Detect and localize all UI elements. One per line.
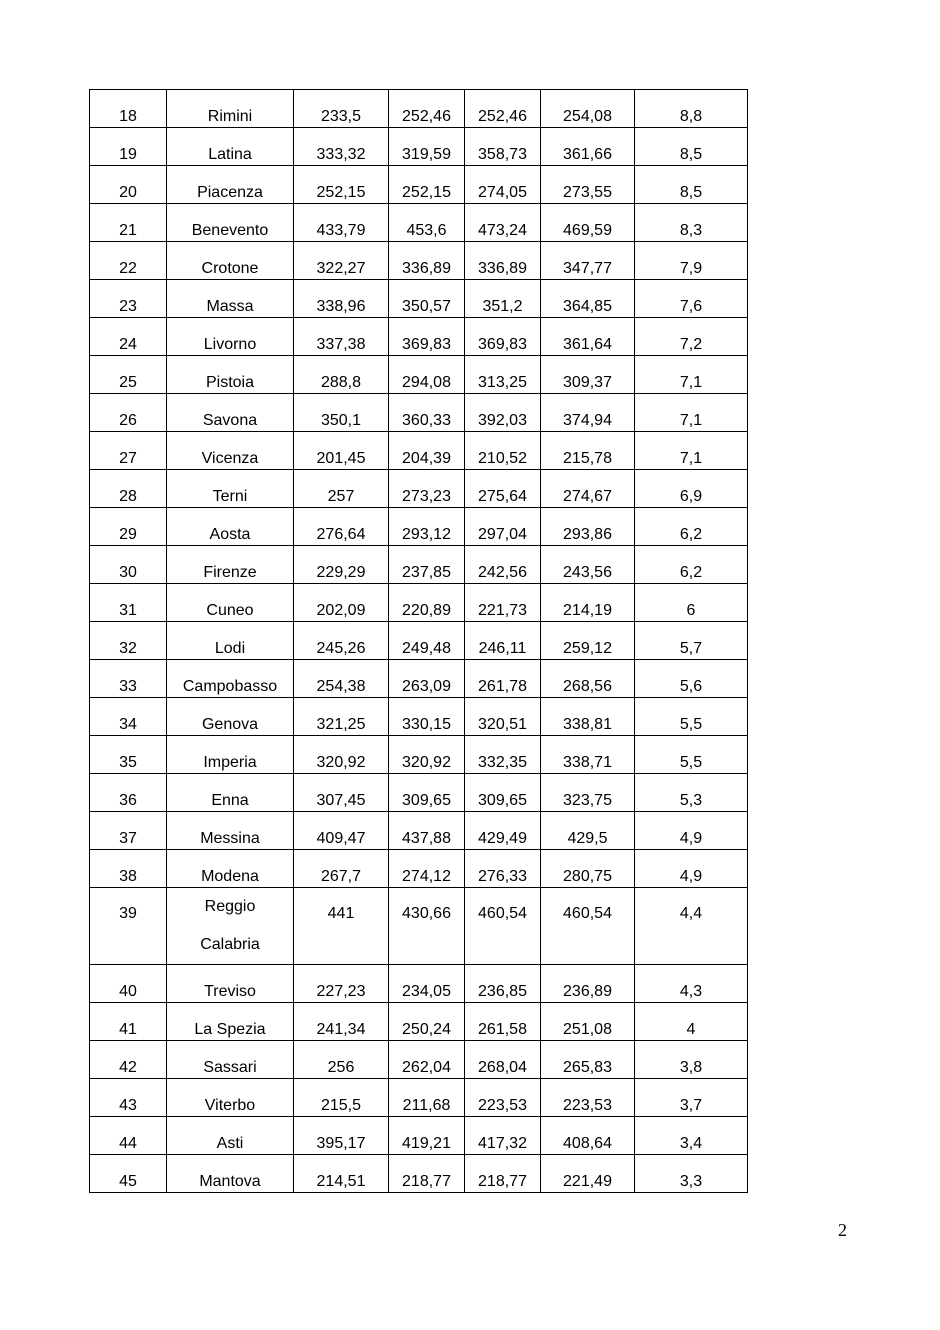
cell-value-2: 437,88 <box>389 812 465 850</box>
cell-value-4: 223,53 <box>541 1079 635 1117</box>
cell-value-1: 322,27 <box>294 242 389 280</box>
cell-rank: 35 <box>90 736 167 774</box>
cell-value-3: 221,73 <box>465 584 541 622</box>
cell-value-1: 441 <box>294 888 389 965</box>
cell-value-2: 249,48 <box>389 622 465 660</box>
cell-rank: 30 <box>90 546 167 584</box>
cell-value-3: 417,32 <box>465 1117 541 1155</box>
cell-change: 3,3 <box>635 1155 748 1193</box>
cell-change: 4,9 <box>635 812 748 850</box>
cell-rank: 25 <box>90 356 167 394</box>
cell-city: Treviso <box>167 965 294 1003</box>
cell-value-2: 262,04 <box>389 1041 465 1079</box>
cell-value-3: 473,24 <box>465 204 541 242</box>
cell-city: Firenze <box>167 546 294 584</box>
table-row <box>90 812 748 850</box>
cell-value-4: 429,5 <box>541 812 635 850</box>
cell-value-4: 214,19 <box>541 584 635 622</box>
cell-rank: 37 <box>90 812 167 850</box>
cell-value-4: 323,75 <box>541 774 635 812</box>
cell-value-1: 252,15 <box>294 166 389 204</box>
cell-rank: 29 <box>90 508 167 546</box>
cell-value-2: 211,68 <box>389 1079 465 1117</box>
cell-value-3: 261,78 <box>465 660 541 698</box>
table-row <box>90 166 748 204</box>
cell-change: 7,6 <box>635 280 748 318</box>
cell-city: Enna <box>167 774 294 812</box>
cell-value-2: 453,6 <box>389 204 465 242</box>
cell-city: Sassari <box>167 1041 294 1079</box>
cell-rank: 38 <box>90 850 167 888</box>
table-row <box>90 1117 748 1155</box>
table-row <box>90 698 748 736</box>
page-number: 2 <box>838 1220 847 1240</box>
cell-value-4: 280,75 <box>541 850 635 888</box>
cell-value-1: 233,5 <box>294 90 389 128</box>
cell-city: La Spezia <box>167 1003 294 1041</box>
cell-value-4: 469,59 <box>541 204 635 242</box>
cell-value-3: 336,89 <box>465 242 541 280</box>
table-row <box>90 1155 748 1193</box>
table-row <box>90 622 748 660</box>
cell-value-4: 338,81 <box>541 698 635 736</box>
cell-value-3: 236,85 <box>465 965 541 1003</box>
cell-value-2: 419,21 <box>389 1117 465 1155</box>
cell-rank: 26 <box>90 394 167 432</box>
cell-value-1: 202,09 <box>294 584 389 622</box>
cell-city: Messina <box>167 812 294 850</box>
cell-change: 6 <box>635 584 748 622</box>
cell-city: Livorno <box>167 318 294 356</box>
cell-city: Latina <box>167 128 294 166</box>
cell-change: 5,5 <box>635 698 748 736</box>
cell-city: Genova <box>167 698 294 736</box>
cell-value-3: 369,83 <box>465 318 541 356</box>
cell-value-4: 236,89 <box>541 965 635 1003</box>
cell-value-2: 293,12 <box>389 508 465 546</box>
cell-value-1: 338,96 <box>294 280 389 318</box>
cell-city: Cuneo <box>167 584 294 622</box>
cell-value-1: 254,38 <box>294 660 389 698</box>
cell-value-2: 430,66 <box>389 888 465 965</box>
cell-city: Piacenza <box>167 166 294 204</box>
cell-rank: 18 <box>90 90 167 128</box>
cell-city: Modena <box>167 850 294 888</box>
cell-rank: 45 <box>90 1155 167 1193</box>
cell-change: 8,3 <box>635 204 748 242</box>
cell-value-4: 460,54 <box>541 888 635 965</box>
cell-change: 7,9 <box>635 242 748 280</box>
cell-value-3: 313,25 <box>465 356 541 394</box>
cell-value-1: 350,1 <box>294 394 389 432</box>
cell-value-1: 409,47 <box>294 812 389 850</box>
cell-value-2: 237,85 <box>389 546 465 584</box>
cell-rank: 39 <box>90 888 167 965</box>
cell-value-3: 268,04 <box>465 1041 541 1079</box>
cell-change: 5,5 <box>635 736 748 774</box>
cell-value-1: 245,26 <box>294 622 389 660</box>
cell-city: Aosta <box>167 508 294 546</box>
cell-change: 6,2 <box>635 508 748 546</box>
cell-rank: 20 <box>90 166 167 204</box>
cell-value-4: 274,67 <box>541 470 635 508</box>
table-row <box>90 584 748 622</box>
cell-value-2: 204,39 <box>389 432 465 470</box>
cell-value-4: 215,78 <box>541 432 635 470</box>
table-row <box>90 888 748 965</box>
cell-rank: 34 <box>90 698 167 736</box>
cell-city: Viterbo <box>167 1079 294 1117</box>
table-row <box>90 280 748 318</box>
cell-rank: 24 <box>90 318 167 356</box>
cell-value-4: 338,71 <box>541 736 635 774</box>
cell-value-2: 252,15 <box>389 166 465 204</box>
cell-value-4: 254,08 <box>541 90 635 128</box>
table-row <box>90 1041 748 1079</box>
cell-change: 7,2 <box>635 318 748 356</box>
cell-value-3: 218,77 <box>465 1155 541 1193</box>
cell-value-3: 223,53 <box>465 1079 541 1117</box>
cell-value-2: 309,65 <box>389 774 465 812</box>
table-row <box>90 546 748 584</box>
cell-rank: 42 <box>90 1041 167 1079</box>
cell-value-1: 229,29 <box>294 546 389 584</box>
table-row <box>90 318 748 356</box>
cell-value-2: 273,23 <box>389 470 465 508</box>
cell-city: Rimini <box>167 90 294 128</box>
table-row <box>90 432 748 470</box>
cell-value-2: 220,89 <box>389 584 465 622</box>
cell-city: Crotone <box>167 242 294 280</box>
cell-value-3: 261,58 <box>465 1003 541 1041</box>
cell-value-1: 276,64 <box>294 508 389 546</box>
table-row <box>90 965 748 1003</box>
cell-value-1: 201,45 <box>294 432 389 470</box>
cell-change: 8,5 <box>635 128 748 166</box>
table-row <box>90 508 748 546</box>
cell-value-2: 218,77 <box>389 1155 465 1193</box>
cell-value-3: 210,52 <box>465 432 541 470</box>
cell-change: 4,3 <box>635 965 748 1003</box>
cell-value-1: 333,32 <box>294 128 389 166</box>
cell-value-3: 252,46 <box>465 90 541 128</box>
cell-rank: 41 <box>90 1003 167 1041</box>
cell-city: Mantova <box>167 1155 294 1193</box>
cell-city: Reggio Calabria <box>167 888 294 965</box>
cell-value-3: 460,54 <box>465 888 541 965</box>
cell-value-2: 274,12 <box>389 850 465 888</box>
cell-value-2: 360,33 <box>389 394 465 432</box>
cell-rank: 36 <box>90 774 167 812</box>
cell-rank: 22 <box>90 242 167 280</box>
cell-change: 3,7 <box>635 1079 748 1117</box>
cell-value-4: 361,64 <box>541 318 635 356</box>
cell-change: 5,7 <box>635 622 748 660</box>
cell-change: 7,1 <box>635 432 748 470</box>
table-row <box>90 128 748 166</box>
cell-city: Massa <box>167 280 294 318</box>
cell-change: 6,2 <box>635 546 748 584</box>
cell-value-4: 268,56 <box>541 660 635 698</box>
table-row <box>90 774 748 812</box>
table-row <box>90 356 748 394</box>
cell-value-3: 351,2 <box>465 280 541 318</box>
cell-value-3: 332,35 <box>465 736 541 774</box>
cell-value-4: 309,37 <box>541 356 635 394</box>
cell-value-2: 336,89 <box>389 242 465 280</box>
cell-city: Pistoia <box>167 356 294 394</box>
cell-value-2: 294,08 <box>389 356 465 394</box>
cell-value-1: 214,51 <box>294 1155 389 1193</box>
cell-city: Terni <box>167 470 294 508</box>
data-table <box>89 89 748 1193</box>
cell-rank: 43 <box>90 1079 167 1117</box>
cell-value-2: 330,15 <box>389 698 465 736</box>
cell-rank: 40 <box>90 965 167 1003</box>
cell-value-1: 267,7 <box>294 850 389 888</box>
cell-rank: 19 <box>90 128 167 166</box>
table-row <box>90 394 748 432</box>
cell-value-3: 276,33 <box>465 850 541 888</box>
cell-change: 3,8 <box>635 1041 748 1079</box>
cell-value-2: 250,24 <box>389 1003 465 1041</box>
table-row <box>90 242 748 280</box>
cell-change: 7,1 <box>635 394 748 432</box>
cell-value-4: 364,85 <box>541 280 635 318</box>
cell-value-1: 257 <box>294 470 389 508</box>
cell-rank: 33 <box>90 660 167 698</box>
table-row <box>90 660 748 698</box>
cell-value-1: 337,38 <box>294 318 389 356</box>
cell-value-3: 242,56 <box>465 546 541 584</box>
table-row <box>90 470 748 508</box>
cell-city: Imperia <box>167 736 294 774</box>
cell-value-3: 309,65 <box>465 774 541 812</box>
cell-value-4: 221,49 <box>541 1155 635 1193</box>
cell-value-1: 320,92 <box>294 736 389 774</box>
cell-value-1: 256 <box>294 1041 389 1079</box>
cell-value-4: 243,56 <box>541 546 635 584</box>
cell-value-3: 297,04 <box>465 508 541 546</box>
cell-change: 5,6 <box>635 660 748 698</box>
cell-value-4: 374,94 <box>541 394 635 432</box>
cell-value-3: 429,49 <box>465 812 541 850</box>
table-row <box>90 1003 748 1041</box>
cell-value-1: 395,17 <box>294 1117 389 1155</box>
cell-change: 7,1 <box>635 356 748 394</box>
cell-city: Campobasso <box>167 660 294 698</box>
table-row <box>90 90 748 128</box>
cell-change: 6,9 <box>635 470 748 508</box>
cell-rank: 28 <box>90 470 167 508</box>
table-row <box>90 204 748 242</box>
cell-value-1: 288,8 <box>294 356 389 394</box>
cell-value-1: 241,34 <box>294 1003 389 1041</box>
cell-value-2: 369,83 <box>389 318 465 356</box>
cell-value-2: 350,57 <box>389 280 465 318</box>
cell-value-2: 252,46 <box>389 90 465 128</box>
cell-change: 8,8 <box>635 90 748 128</box>
cell-value-4: 259,12 <box>541 622 635 660</box>
cell-change: 3,4 <box>635 1117 748 1155</box>
cell-value-4: 293,86 <box>541 508 635 546</box>
cell-value-4: 273,55 <box>541 166 635 204</box>
cell-city: Vicenza <box>167 432 294 470</box>
cell-value-4: 347,77 <box>541 242 635 280</box>
table-row <box>90 736 748 774</box>
cell-rank: 23 <box>90 280 167 318</box>
cell-value-1: 321,25 <box>294 698 389 736</box>
cell-value-3: 358,73 <box>465 128 541 166</box>
cell-value-1: 215,5 <box>294 1079 389 1117</box>
cell-change: 4,4 <box>635 888 748 965</box>
table-row <box>90 850 748 888</box>
cell-city: Savona <box>167 394 294 432</box>
cell-rank: 31 <box>90 584 167 622</box>
cell-value-2: 234,05 <box>389 965 465 1003</box>
cell-city: Benevento <box>167 204 294 242</box>
cell-value-3: 275,64 <box>465 470 541 508</box>
cell-change: 5,3 <box>635 774 748 812</box>
cell-value-1: 307,45 <box>294 774 389 812</box>
cell-change: 4,9 <box>635 850 748 888</box>
cell-value-2: 320,92 <box>389 736 465 774</box>
cell-value-3: 274,05 <box>465 166 541 204</box>
cell-city: Asti <box>167 1117 294 1155</box>
cell-value-2: 319,59 <box>389 128 465 166</box>
cell-value-1: 227,23 <box>294 965 389 1003</box>
cell-rank: 44 <box>90 1117 167 1155</box>
cell-value-4: 361,66 <box>541 128 635 166</box>
cell-value-4: 265,83 <box>541 1041 635 1079</box>
cell-value-2: 263,09 <box>389 660 465 698</box>
cell-value-3: 320,51 <box>465 698 541 736</box>
cell-change: 4 <box>635 1003 748 1041</box>
cell-change: 8,5 <box>635 166 748 204</box>
table-body <box>90 90 748 1193</box>
cell-rank: 27 <box>90 432 167 470</box>
cell-city: Lodi <box>167 622 294 660</box>
cell-value-3: 246,11 <box>465 622 541 660</box>
cell-value-4: 251,08 <box>541 1003 635 1041</box>
cell-rank: 21 <box>90 204 167 242</box>
table-row <box>90 1079 748 1117</box>
cell-rank: 32 <box>90 622 167 660</box>
cell-value-1: 433,79 <box>294 204 389 242</box>
cell-value-4: 408,64 <box>541 1117 635 1155</box>
cell-value-3: 392,03 <box>465 394 541 432</box>
